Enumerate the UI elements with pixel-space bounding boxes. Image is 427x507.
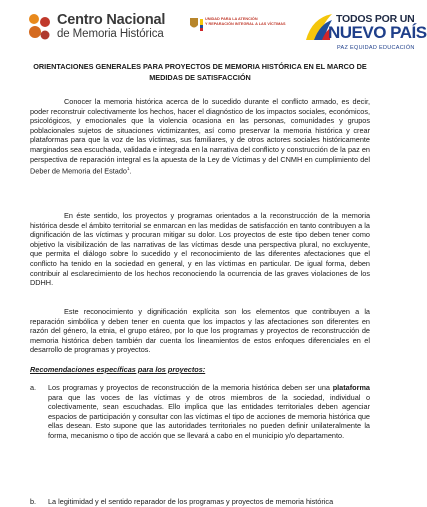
- recommendations-heading: Recomendaciones específicas para los proyectos:: [30, 365, 206, 374]
- paragraph-1-text: Conocer la memoria histórica acerca de lo sucedido durante el conflicto armado, es decir, poder reconstruir colectivamente los hechos, hacer el diagnóstico de los impactos sociales, económicos, psicológicos, y emocionales que la violencia ocasiona en las personas, comunidades y grupos poblacionales sujetos de situaciones victimizantes, así como preservar la memoria histórica y crear plataformas para que la voz de las víctimas, sus familiares, y de otros actores sociales históricamente marginados sea escuchada, validada e integrada en la narrativa del conflicto y construcción de la paz en perspectiva de reparación integral es la apuesta de la Ley de Víctimas y del CNMH en cumplimiento del Deber de Memoria del Estado: [30, 97, 370, 176]
- letterhead: [0, 0, 427, 62]
- paragraph-3: Este reconocimiento y dignificación explícita son los elementos que contribuyen a la reparación simbólica y deben tener en cuenta que los impactos y las afectaciones son diferentes en razón del género, la etnia, el grupo etáreo, por lo que los programas y proyectos de reconstrucción de memoria histórica deben también dar cuenta los lineamientos de estos enfoques diferenciales en el desarrollo de programas y proyectos.: [30, 307, 370, 355]
- flag-stripe-icon: [200, 19, 203, 31]
- cnmh-name-line2: de Memoria Histórica: [57, 28, 164, 40]
- cnmh-mark-icon: [26, 12, 52, 42]
- recommendation-a-pre: Los programas y proyectos de reconstrucción de la memoria histórica deben ser una: [48, 383, 333, 392]
- victims-unit-line1: UNIDAD PARA LA ATENCIÓN: [205, 17, 258, 21]
- recommendation-b: La legitimidad y el sentido reparador de los programas y proyectos de memoria histórica: [48, 497, 334, 506]
- tpnp-tagline: PAZ EQUIDAD EDUCACIÓN: [337, 45, 415, 51]
- cnmh-name-line1: Centro Nacional: [57, 12, 166, 28]
- victims-unit-line2: Y REPARACIÓN INTEGRAL A LAS VÍCTIMAS: [205, 22, 286, 26]
- list-marker-b: b.: [30, 497, 37, 506]
- victims-unit-logo: [190, 16, 290, 38]
- paragraph-1: [30, 97, 370, 176]
- coat-of-arms-icon: [190, 18, 198, 30]
- todos-por-un-nuevo-pais-logo: [300, 8, 427, 58]
- paragraph-2: En éste sentido, los proyectos y programas orientados a la reconstrucción de la memoria histórica desde el ámbito territorial se enmarcan en las medidas de satisfacción en tanto contribuyen a la dignificación de las víctimas y procuran mitigar su dolor. Los proyectos de este tipo deben tener como objetivo la visibilización de las narrativas de las víctimas desde una perspectiva plural, no excluyente, que permita el diálogo sobre lo sucedido y el reconocimiento de las diferentes afectaciones que el conflicto ha tenido en la sociedad en general, y en las víctimas en particular. De igual forma, deben contribuir al esclarecimiento de los hechos reconociendo la ocurrencia de las graves violaciones de los DDHH.: [30, 211, 370, 288]
- footnote-marker[interactable]: 1: [126, 166, 130, 172]
- recommendation-a: [48, 383, 370, 441]
- recommendation-a-bold: plataforma: [332, 383, 370, 392]
- paragraph-1-end: .: [129, 166, 132, 176]
- document-title: ORIENTACIONES GENERALES PARA PROYECTOS DE MEMORIA HISTÓRICA EN EL MARCO DE MEDIDAS DE SATISFACCIÓN: [33, 62, 367, 82]
- recommendation-a-post: para que las voces de las víctimas y de otros miembros de la sociedad, individual o colectivamente, sean escuchadas. Ello implica que las entidades territoriales deben agenciar espacios de participación y consultar con las víctimas el tipo de acciones de memoria histórica que ellas desean. Esto supone que las autoridades territoriales no pueden definir unilateralmente la forma, mecanismo o tipo de acción que se llevará a cabo en el municipio y/o departamento.: [48, 392, 370, 440]
- tpnp-line1: TODOS POR UN: [336, 13, 415, 25]
- cnmh-logo: [26, 10, 186, 50]
- tpnp-line2: NUEVO PAÍS: [328, 23, 427, 42]
- list-marker-a: a.: [30, 383, 37, 392]
